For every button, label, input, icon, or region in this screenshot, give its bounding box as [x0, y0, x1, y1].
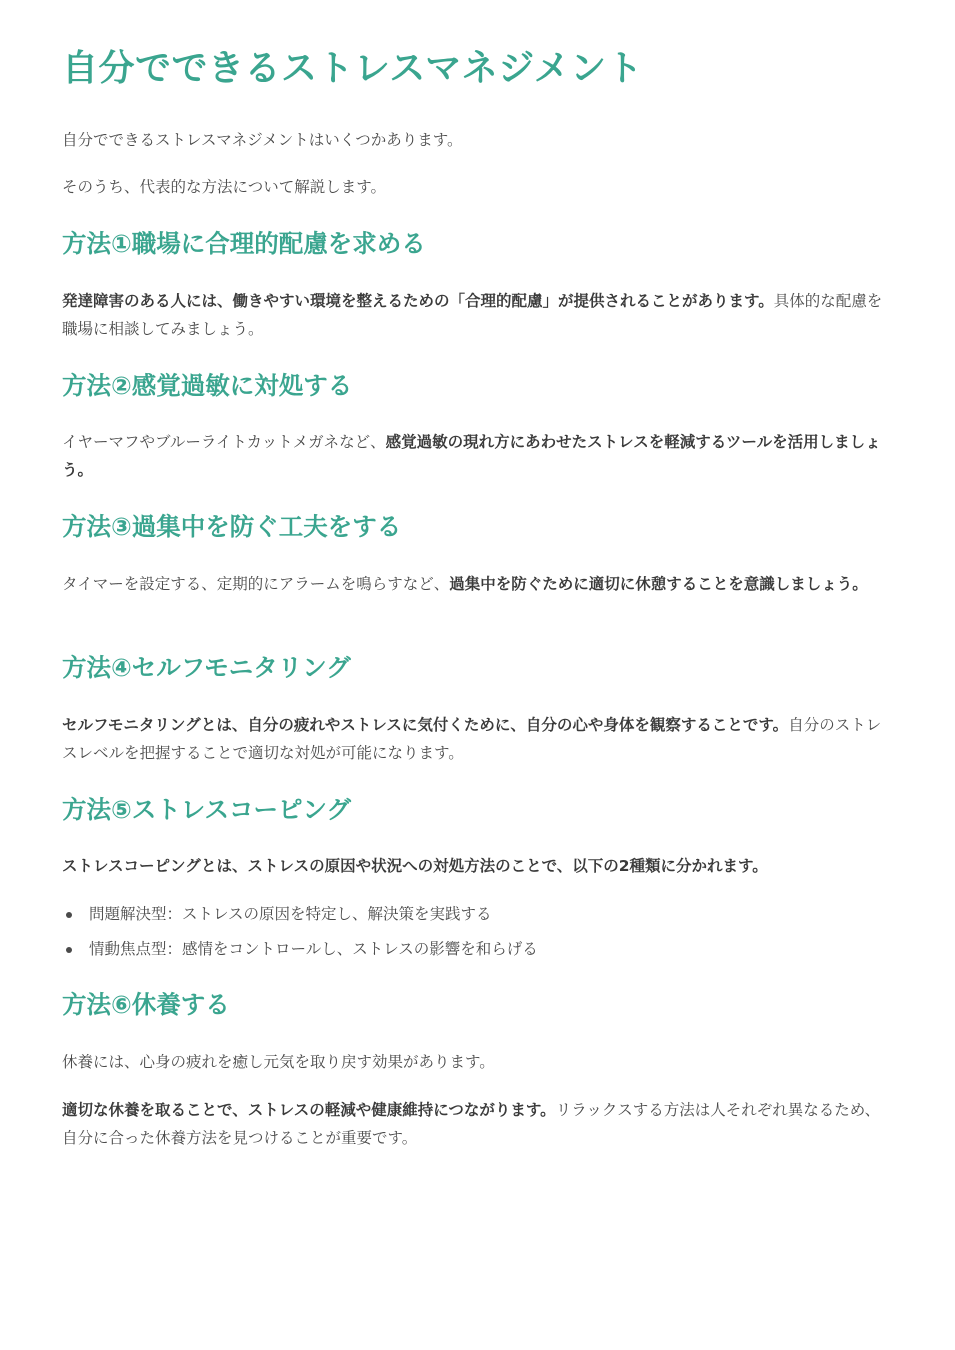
section-1-paragraph: [62, 287, 884, 343]
section-2-bold-text: 感覚過敏の現れ方にあわせたストレスを軽減するツールを活用しましょう。: [62, 433, 881, 479]
section-6-paragraph-2: [62, 1096, 884, 1152]
section-4-text: 自分のストレスレベルを把握することで適切な対処が可能になります。: [62, 716, 882, 762]
page-title: 自分でできるストレスマネジメント: [62, 48, 644, 89]
section-heading-6: 方法⑥休養する: [62, 990, 230, 1019]
section-1-bold-text: 発達障害のある人には、働きやすい環境を整えるための「合理的配慮」が提供されることがあります。: [62, 292, 774, 310]
section-heading-5: 方法⑤ストレスコーピング: [62, 795, 352, 824]
intro-paragraph-2: そのうち、代表的な方法について解説します。: [62, 178, 386, 196]
list-item: [62, 897, 884, 932]
section-6-paragraph-1: 休養には、心身の疲れを癒し元気を取り戻す効果があります。: [62, 1053, 495, 1071]
section-heading-1: 方法①職場に合理的配慮を求める: [62, 229, 426, 258]
intro-paragraph-1: 自分でできるストレスマネジメントはいくつかあります。: [62, 131, 463, 149]
section-3-paragraph: [62, 570, 884, 598]
list-item-text: 問題解決型：ストレスの原因を特定し、解決策を実践する: [89, 905, 492, 923]
section-4-bold-text: セルフモニタリングとは、自分の疲れやストレスに気付くために、自分の心や身体を観察することです。: [62, 716, 789, 734]
section-6-bold-text: 適切な休養を取ることで、ストレスの軽減や健康維持につながります。: [62, 1101, 556, 1119]
coping-type-list: [62, 897, 884, 967]
bullet-icon: [66, 947, 72, 953]
section-4-paragraph: [62, 711, 884, 767]
section-heading-2: 方法②感覚過敏に対処する: [62, 371, 353, 400]
section-2-text: イヤーマフやブルーライトカットメガネなど、: [62, 433, 386, 451]
section-3-text: タイマーを設定する、定期的にアラームを鳴らすなど、: [62, 575, 450, 593]
section-2-paragraph: [62, 428, 884, 484]
section-6-text: リラックスする方法は人それぞれ異なるため、自分に合った休養方法を見つけることが重要です。: [62, 1101, 881, 1147]
section-heading-3: 方法③過集中を防ぐ工夫をする: [62, 512, 402, 541]
list-item-text: 情動焦点型：感情をコントロールし、ストレスの影響を和らげる: [89, 940, 538, 958]
section-3-bold-text: 過集中を防ぐために適切に休憩することを意識しましょう。: [449, 575, 868, 593]
section-5-bold-text: ストレスコーピングとは、ストレスの原因や状況への対処方法のことで、以下の2種類に分かれます。: [62, 857, 768, 875]
section-1-text: 具体的な配慮を職場に相談してみましょう。: [62, 292, 883, 338]
section-heading-4: 方法④セルフモニタリング: [62, 653, 351, 682]
bullet-icon: [66, 912, 72, 918]
section-5-paragraph: [62, 852, 884, 880]
list-item: [62, 932, 884, 967]
